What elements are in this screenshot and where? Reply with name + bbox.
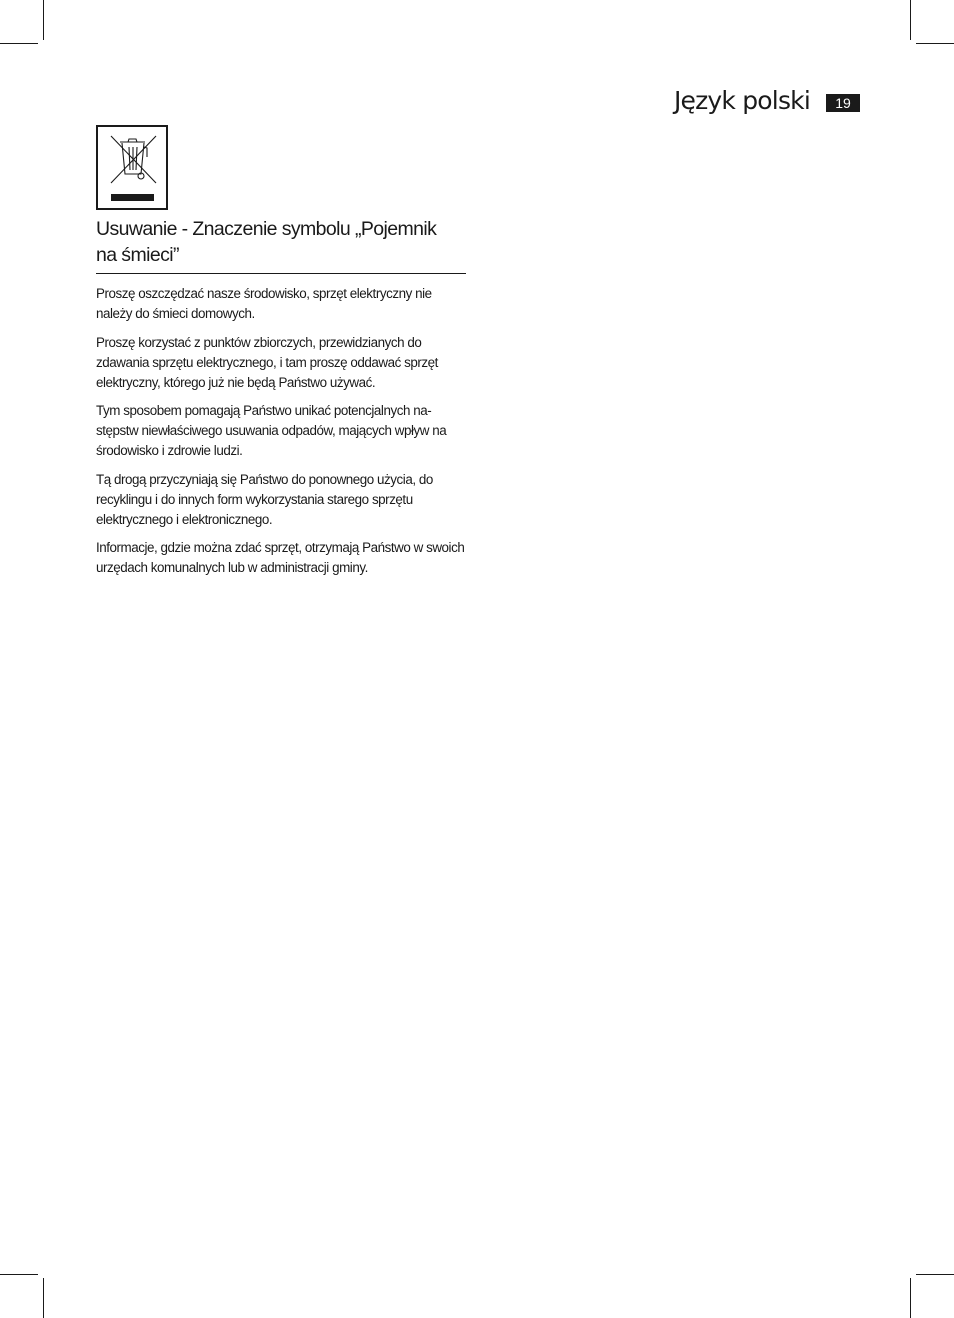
crop-mark [0,1274,38,1275]
paragraph: Proszę oszczędzać nasze środowisko, sprzęt elektryczny nie należy do śmieci domowych. [96,286,432,321]
section-heading-line: na śmieci” [96,244,179,266]
heading-rule [96,273,466,274]
crop-mark [43,1278,44,1318]
paragraph: Tym sposobem pomagają Państwo unikać potencjalnych na-stępstw niewłaściwego usuwania odpadów, mających wpływ na środowisko i zdrowie ludzi. [96,403,447,458]
section-heading [96,216,466,273]
paragraph: Tą drogą przyczyniają się Państwo do ponownego użycia, do recyklingu i do innych form wykorzystania starego sprzętu elektrycznego i elektronicznego. [96,471,433,527]
crop-mark [43,0,44,40]
crop-mark [910,0,911,40]
weee-symbol-box [96,125,168,210]
paragraph: Proszę korzystać z punktów zbiorczych, przewidzianych do zdawania sprzętu elektrycznego, i tam proszę oddawać sprzęt elektryczny, którego już nie będą Państwo używać. [96,334,438,390]
page-number: 19 [826,94,860,112]
section-heading-line: Usuwanie - Znaczenie symbolu „Pojemnik [96,218,437,240]
crop-mark [916,43,954,44]
paragraph: Informacje, gdzie można zdać sprzęt, otrzymają Państwo w swoich urzędach komunalnych lub w administracji gminy. [96,540,465,575]
disposal-section [96,216,466,587]
crop-mark [910,1278,911,1318]
crop-mark [0,43,38,44]
crop-mark [916,1274,954,1275]
crossed-out-wheelie-bin-icon [98,127,166,208]
page-header [600,86,860,122]
language-title: Język polski [673,86,810,115]
